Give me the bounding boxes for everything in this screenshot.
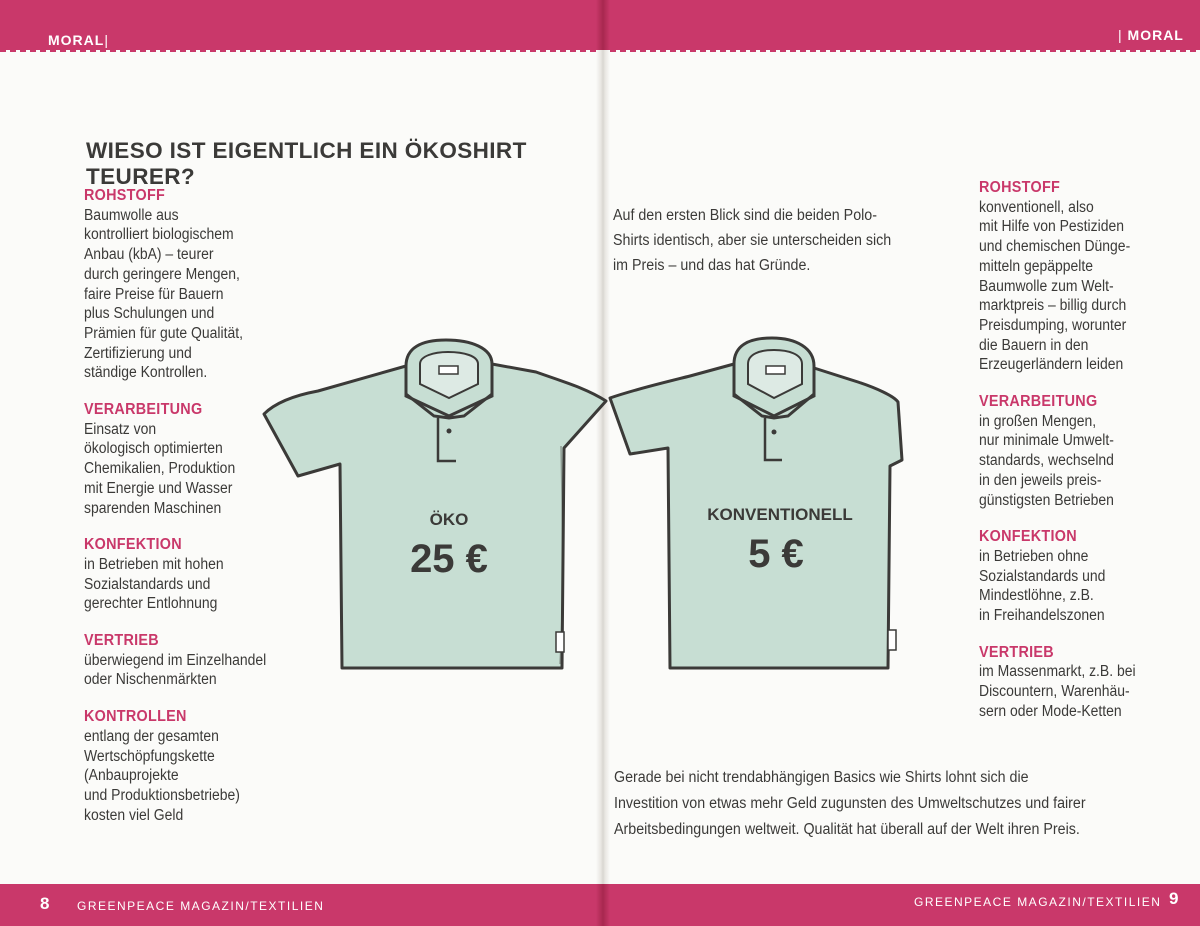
conv-section-konfektion [979, 527, 1186, 626]
conventional-shirt-button [772, 430, 777, 435]
footer-dash-left [0, 884, 596, 886]
conventional-shirt-illustration [606, 336, 906, 676]
section-text: in Betrieben mit hohen Sozialstandards und gerechter Entlohnung [84, 555, 224, 613]
section-heading: VERTRIEB [979, 643, 1054, 661]
eco-shirt-button [447, 429, 452, 434]
section-text: im Massenmarkt, z.B. bei Discountern, Warenhäu- sern oder Mode-Ketten [979, 663, 1136, 720]
gutter-bottom [596, 884, 610, 926]
section-text: Einsatz von ökologisch optimierten Chemikalien, Produktion mit Energie und Wasser sparenden Maschinen [84, 420, 236, 517]
footer-publication-left: GREENPEACE MAGAZIN/TEXTILIEN [77, 899, 325, 913]
section-text: in großen Mengen, nur minimale Umwelt- standards, wechselnd in den jeweils preis- günstigsten Betrieben [979, 412, 1114, 509]
page-title: WIESO IST EIGENTLICH EIN ÖKOSHIRT TEURER? [86, 138, 527, 189]
conclusion-text: Gerade bei nicht trendabhängigen Basics wie Shirts lohnt sich die Investition von etwas mehr Geld zugunsten des Umweltschutzes und fairer Arbeitsbedingungen weltweit. Qualität hat überall auf der Welt ihren Preis. [614, 769, 1086, 838]
section-text: überwiegend im Einzelhandel oder Nischenmärkten [84, 651, 267, 689]
conventional-shirt-tag [766, 366, 785, 374]
section-heading: KONFEKTION [84, 536, 182, 554]
page-number-right: 9 [1169, 889, 1179, 908]
eco-shirt-price: 25 € [410, 537, 488, 581]
section-heading: ROHSTOFF [979, 179, 1061, 196]
running-head-left: MORAL| [48, 32, 109, 48]
header-dash-left [0, 50, 596, 52]
conventional-factors-column [979, 178, 1186, 739]
conventional-shirt-label: KONVENTIONELL [707, 505, 853, 524]
eco-section-kontrollen [84, 707, 318, 825]
page-number-left: 8 [40, 894, 50, 913]
running-head-right: | MORAL [1118, 27, 1184, 43]
gutter-top [596, 0, 610, 50]
footer-publication-right: GREENPEACE MAGAZIN/TEXTILIEN [914, 895, 1162, 909]
section-text: konventionell, also mit Hilfe von Pestiziden und chemischen Dünge- mitteln gepäppelte Baumwolle zum Welt- marktpreis – billig durch Preisdumping, worunter die Bauern in den Erzeugerländern leiden [979, 198, 1131, 374]
conv-section-verarbeitung [979, 392, 1186, 510]
section-heading: VERARBEITUNG [979, 393, 1098, 411]
eco-shirt-tag [439, 366, 458, 374]
section-heading: ROHSTOFF [84, 187, 166, 204]
conv-section-vertrieb [979, 643, 1186, 722]
eco-shirt-illustration [256, 336, 612, 676]
section-text: Baumwolle aus kontrolliert biologischem Anbau (kbA) – teurer durch geringere Mengen, faire Preise für Bauern plus Schulungen und Prämien für gute Qualität, Zertifizierung und ständige Kontrollen. [84, 206, 243, 382]
section-heading: KONFEKTION [979, 528, 1077, 546]
eco-shirt-side-tag [556, 632, 564, 652]
eco-shirt-label: ÖKO [429, 510, 469, 529]
conv-section-rohstoff [979, 178, 1186, 375]
intro-text: Auf den ersten Blick sind die beiden Polo- Shirts identisch, aber sie unterscheiden sich im Preis – und das hat Gründe. [613, 207, 892, 274]
section-heading: KONTROLLEN [84, 708, 187, 726]
section-text: entlang der gesamten Wertschöpfungskette (Anbauprojekte und Produktionsbetriebe) kosten viel Geld [84, 727, 240, 824]
conventional-shirt-side-tag [888, 630, 896, 650]
section-heading: VERARBEITUNG [84, 401, 203, 419]
section-heading: VERTRIEB [84, 632, 159, 650]
section-text: in Betrieben ohne Sozialstandards und Mindestlöhne, z.B. in Freihandelszonen [979, 547, 1106, 625]
header-dash-right [610, 50, 1200, 52]
conventional-shirt-price: 5 € [748, 532, 804, 576]
footer-dash-right [610, 884, 1200, 886]
